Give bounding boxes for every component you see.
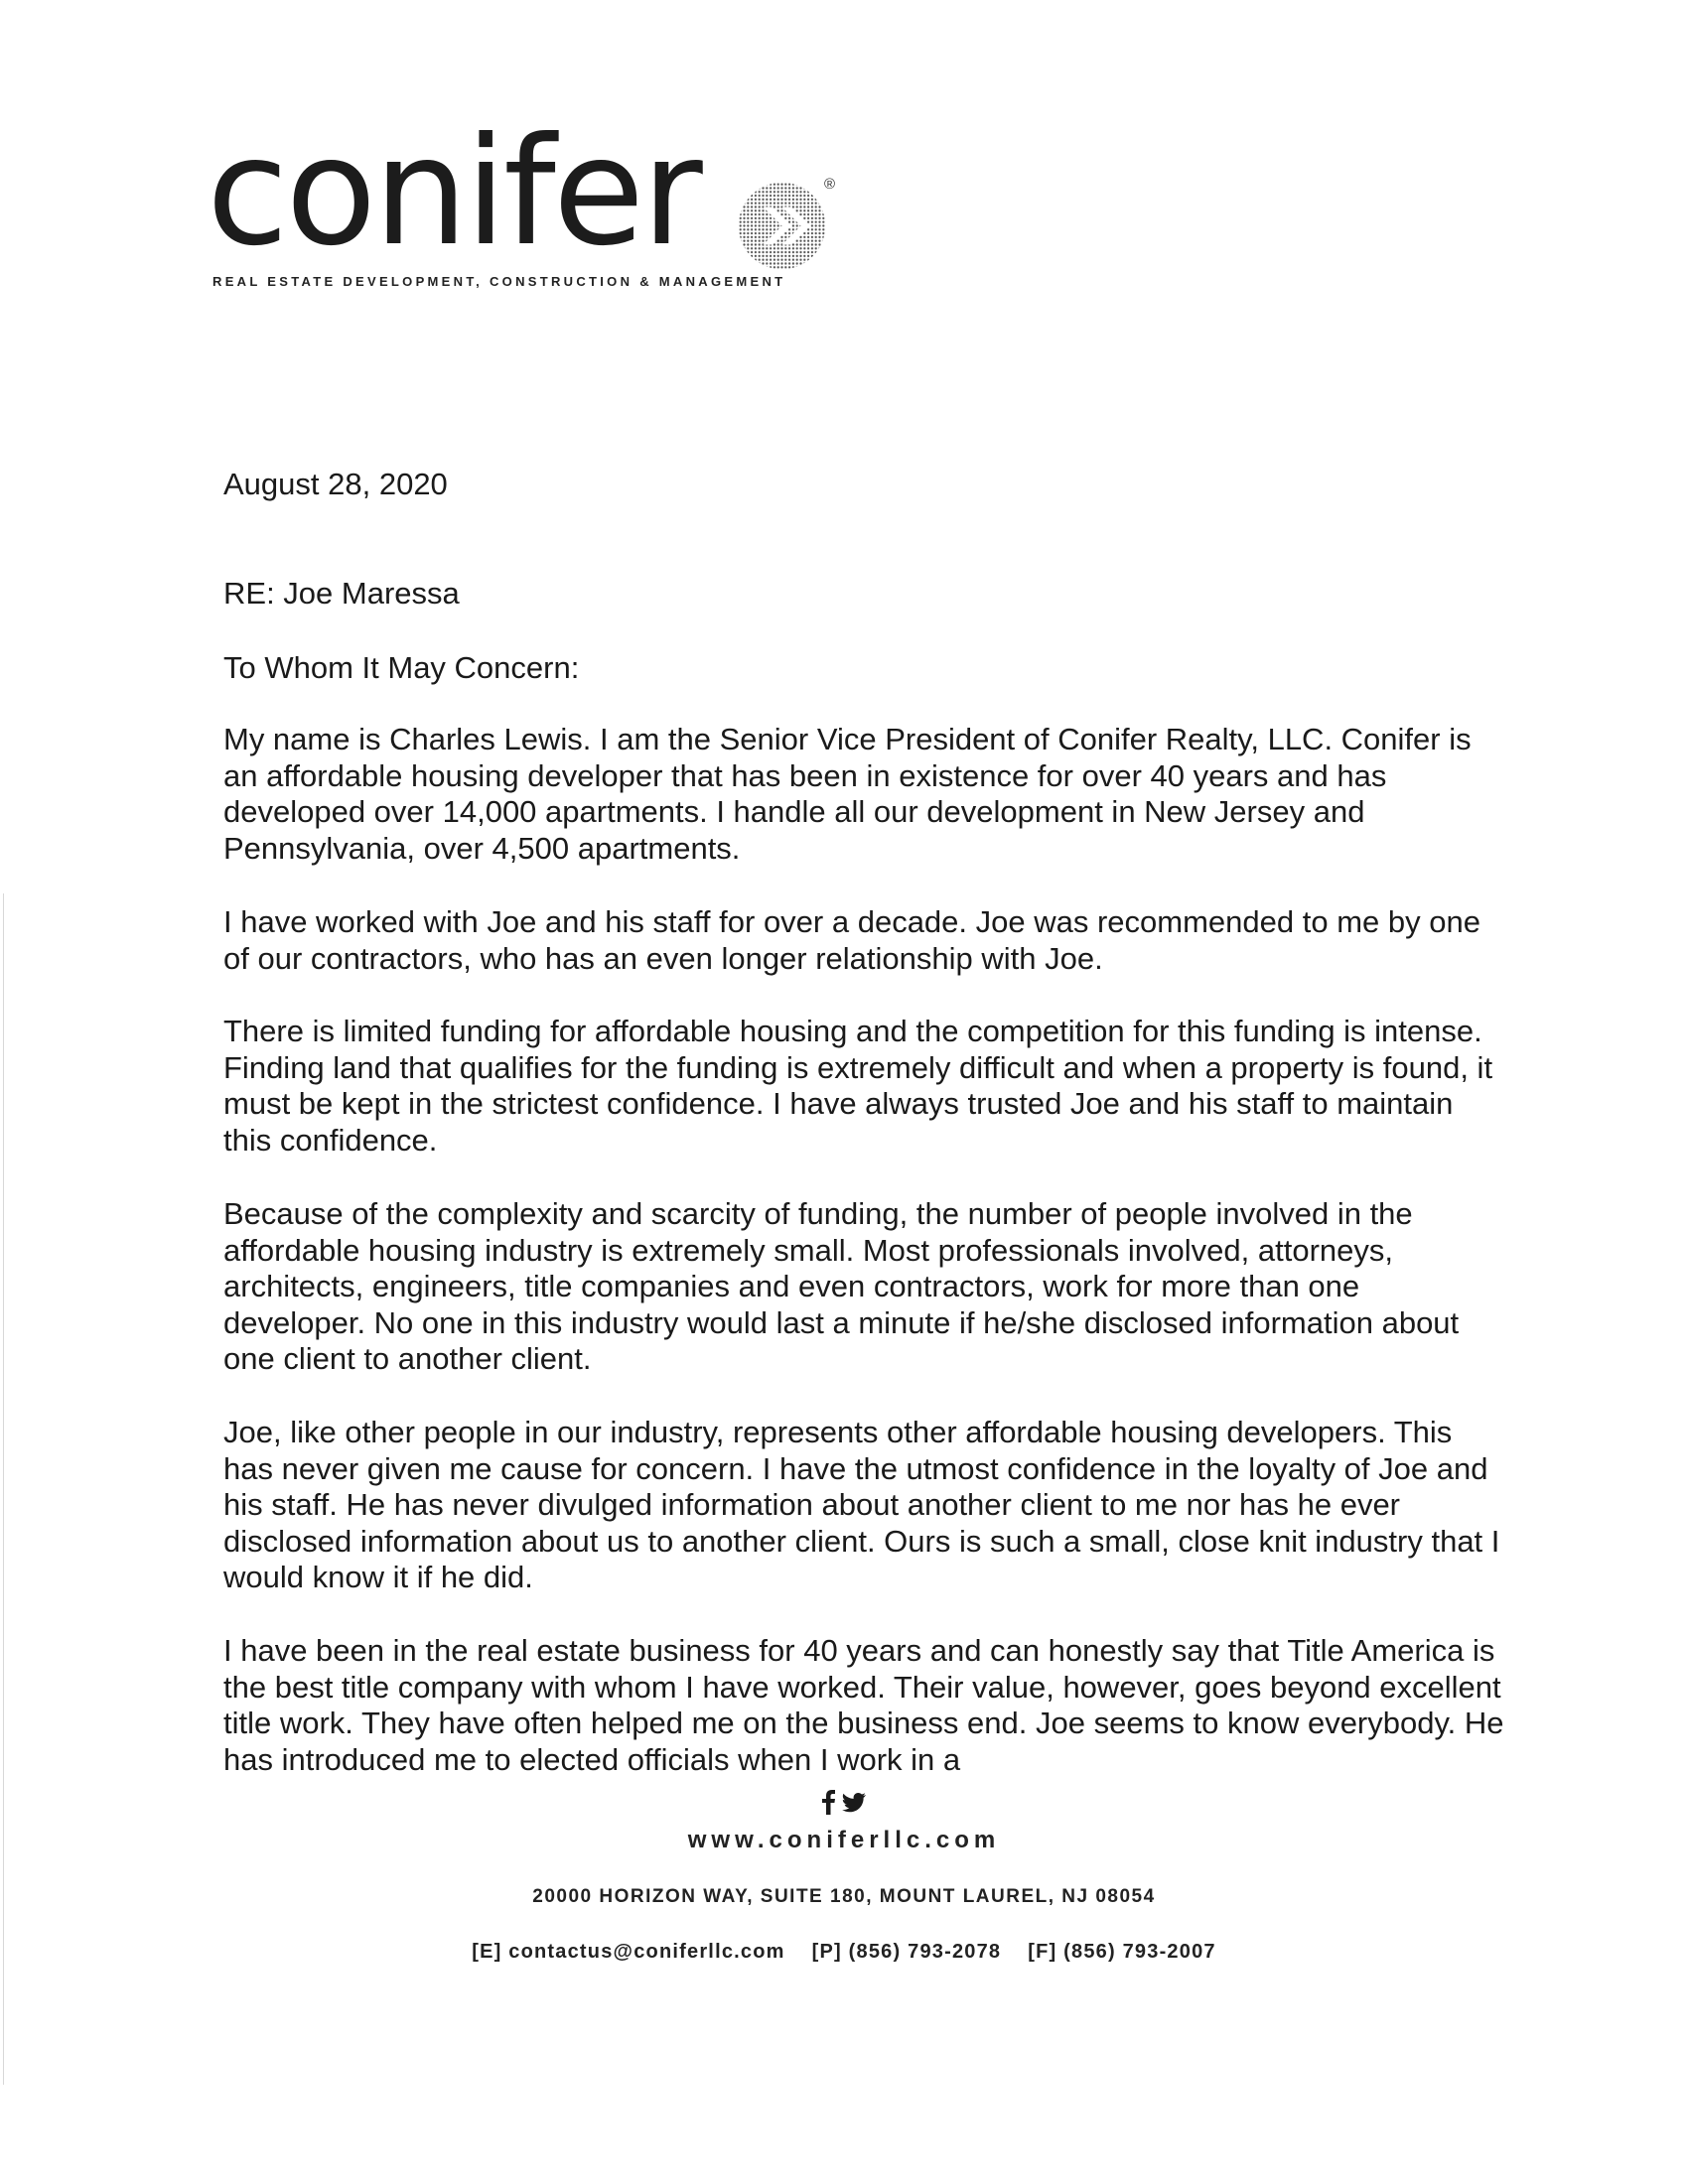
twitter-icon[interactable] — [842, 1793, 866, 1812]
letterhead-tagline: REAL ESTATE DEVELOPMENT, CONSTRUCTION & MANAGEMENT — [212, 274, 786, 289]
conifer-chevron-mark-icon — [735, 179, 829, 273]
logo-wordmark: conifer — [207, 106, 700, 279]
letter-paragraph: I have been in the real estate business for 40 years and can honestly say that Title America is the best title company with whom I have worked. Their value, however, goes beyond excellent title work. They have often helped me on the business end. Joe seems to know everybody. He has introduced me to elected officials when I work in a — [223, 1633, 1504, 1777]
letter-paragraph: There is limited funding for affordable housing and the competition for this funding is intense. Finding land that qualifies for the funding is extremely difficult and when a property is found, it must be kept in the strictest confidence. I have always trusted Joe and his staff to maintain this confidence. — [223, 1014, 1493, 1158]
facebook-icon[interactable] — [822, 1790, 835, 1815]
conifer-logo — [207, 106, 846, 298]
letter-paragraph: I have worked with Joe and his staff for over a decade. Joe was recommended to me by one of our contractors, who has an even longer relationship with Joe. — [223, 904, 1480, 976]
registered-mark: ® — [824, 176, 836, 193]
footer-address: 20000 HORIZON WAY, SUITE 180, MOUNT LAUREL, NJ 08054 — [532, 1886, 1156, 1907]
letter-paragraph: Because of the complexity and scarcity of funding, the number of people involved in the affordable housing industry is extremely small. Most professionals involved, attorneys, architects, engineers, title companies and even contractors, work for more than one developer. No one in this industry would last a minute if he/she disclosed information about one client to another client. — [223, 1196, 1460, 1376]
letter-paragraph: Joe, like other people in our industry, represents other affordable housing developers. This has never given me cause for concern. I have the utmost confidence in the loyalty of Joe and his staff. He has never divulged information about another client to me nor has he ever disclosed information about us to another client. Ours is such a small, close knit industry that I would know it if he did. — [223, 1415, 1500, 1594]
letter-paragraph: My name is Charles Lewis. I am the Senior Vice President of Conifer Realty, LLC. Conifer is an affordable housing developer that has been in existence for over 40 years and has developed over 14,000 apartments. I handle all our development in New Jersey and Pennsylvania, over 4,500 apartments. — [223, 722, 1472, 866]
footer-website-link[interactable]: www.coniferllc.com — [687, 1827, 1001, 1853]
re-line: RE: Joe Maressa — [223, 576, 460, 611]
letter-date: August 28, 2020 — [223, 467, 448, 501]
social-icons — [812, 1787, 872, 1817]
footer-contact-line: [E] contactus@coniferllc.com [P] (856) 793-2078 [F] (856) 793-2007 — [472, 1941, 1216, 1963]
salutation: To Whom It May Concern: — [223, 650, 580, 685]
